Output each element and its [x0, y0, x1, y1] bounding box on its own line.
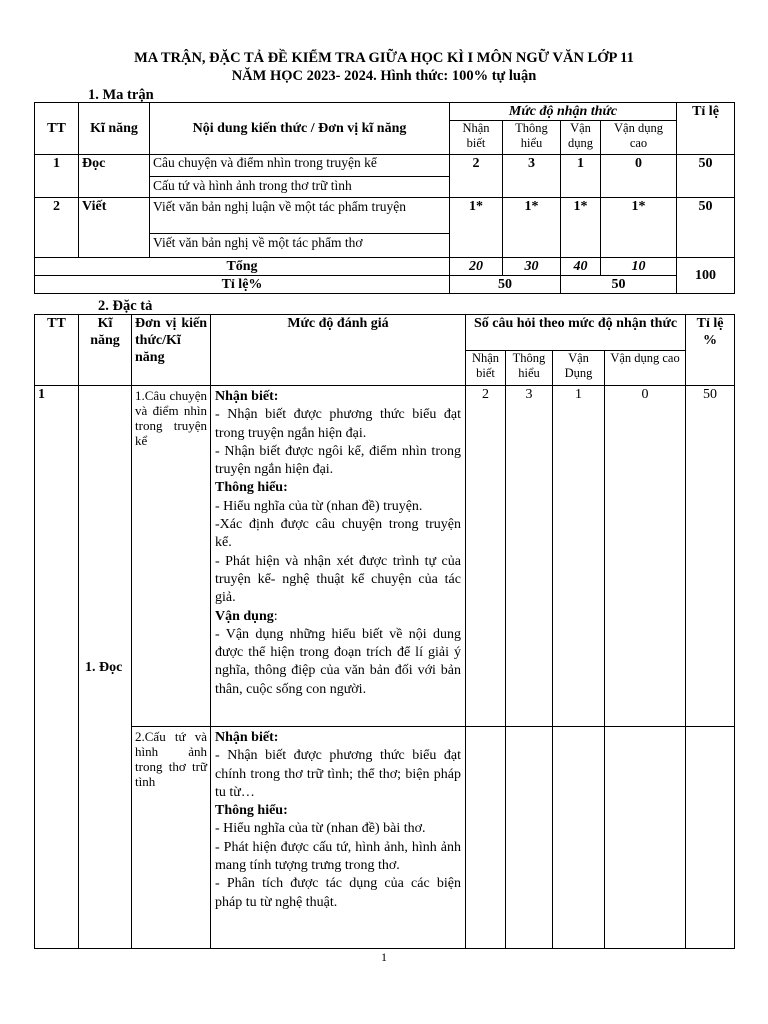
spec-unit-2-level-1 [466, 727, 506, 949]
unit-1-understand-title: Thông hiểu: [215, 480, 288, 496]
spec-row-tt: 1 [35, 386, 79, 949]
matrix-table [34, 102, 735, 294]
spec-row-skill: 1. Đọc [79, 386, 132, 949]
matrix-percent-right: 50 [561, 276, 677, 294]
matrix-row-2-level-3: 1* [561, 198, 601, 258]
unit-1-understand-3: - Phát hiện và nhận xét được trình tự của truyện kể- nghệ thuật kể chuyện của tác giả. [215, 553, 461, 606]
unit-1-apply-colon: : [273, 608, 278, 624]
unit-1-understand-1: - Hiểu nghĩa của từ (nhan đề) truyện. [215, 498, 423, 514]
unit-1-apply-heading [215, 608, 461, 626]
matrix-header-level: Mức độ nhận thức [450, 103, 677, 121]
matrix-row-1-level-3: 1 [561, 155, 601, 198]
matrix-header-content: Nội dung kiến thức / Đơn vị kĩ năng [150, 103, 450, 155]
matrix-row-1-level-2: 3 [503, 155, 561, 198]
spec-unit-2-ratio [686, 727, 735, 949]
title-line-1: MA TRẬN, ĐẶC TẢ ĐỀ KIỂM TRA GIỮA HỌC KÌ I MÔN NGỮ VĂN LỚP 11 [134, 50, 634, 66]
matrix-row-2-level-2: 1* [503, 198, 561, 258]
spec-unit-2-description [211, 727, 466, 949]
spec-table [34, 314, 735, 949]
matrix-total-ratio: 100 [677, 258, 735, 294]
matrix-row-1-unit-1: Câu chuyện và điểm nhìn trong truyện kể [150, 155, 450, 177]
unit-2-understand-title: Thông hiểu: [215, 803, 288, 819]
spec-unit-2-level-4 [605, 727, 686, 949]
unit-2-recognize-title: Nhận biết: [215, 730, 279, 745]
unit-1-recognize-1: - Nhận biết được phương thức biểu đạt trong truyện ngắn hiện đại. [215, 407, 461, 441]
matrix-percent-left: 50 [450, 276, 561, 294]
spec-header-ratio: Tỉ lệ % [686, 315, 735, 386]
matrix-header-ratio: Tỉ lệ [677, 103, 735, 155]
matrix-total-level-2: 30 [503, 258, 561, 276]
matrix-row-1-ratio: 50 [677, 155, 735, 198]
matrix-header-tt: TT [35, 103, 79, 155]
matrix-row-2-skill: Viết [79, 198, 150, 258]
spec-unit-2-level-2 [506, 727, 553, 949]
unit-2-recognize-1: - Nhận biết được phương thức biểu đạt chính trong thơ trữ tình; thể thơ; biện pháp tu từ… [215, 748, 461, 800]
section-1-heading: 1. Ma trận [88, 87, 154, 103]
spec-header-count: Số câu hỏi theo mức độ nhận thức [466, 315, 686, 351]
spec-unit-2-level-3 [553, 727, 605, 949]
spec-header-eval: Mức độ đánh giá [211, 315, 466, 386]
matrix-header-level-3: Vận dụng [561, 121, 601, 155]
matrix-row-1-level-4: 0 [601, 155, 677, 198]
unit-2-understand-1: - Hiểu nghĩa của từ (nhan đề) bài thơ. [215, 821, 426, 837]
matrix-total-level-1: 20 [450, 258, 503, 276]
unit-1-recognize-title: Nhận biết: [215, 389, 279, 404]
spec-header-level-4: Vận dụng cao [605, 351, 686, 386]
unit-1-understand-2: -Xác định được câu chuyện trong truyện kể. [215, 517, 461, 551]
matrix-row-1-skill: Đọc [79, 155, 150, 198]
unit-1-apply-title: Vận dụng [215, 608, 274, 624]
title-line-2: NĂM HỌC 2023- 2024. Hình thức: 100% tự luận [231, 68, 537, 84]
spec-unit-1-description [211, 386, 466, 727]
page-number: 1 [381, 950, 387, 964]
matrix-row-1-level-1: 2 [450, 155, 503, 198]
spec-header-level-1: Nhận biết [466, 351, 506, 386]
unit-1-apply-1: - Vận dụng những hiểu biết về nội dung được thể hiện trong đoạn trích để lí giải ý nghĩa, thông điệp của văn bản đối với bản thân, cuộc sống con người. [215, 626, 461, 697]
spec-header-unit: Đơn vị kiến thức/Kĩ năng [132, 315, 211, 386]
matrix-row-1-unit-2: Cấu tứ và hình ảnh trong thơ trữ tình [150, 177, 450, 198]
matrix-total-level-3: 40 [561, 258, 601, 276]
matrix-header-level-2: Thông hiểu [503, 121, 561, 155]
spec-header-level-2: Thông hiểu [506, 351, 553, 386]
matrix-total-level-4: 10 [601, 258, 677, 276]
spec-row-level-4: 0 [605, 386, 686, 727]
matrix-header-level-4: Vận dụng cao [601, 121, 677, 155]
spec-row-level-1: 2 [466, 386, 506, 727]
spec-header-skill: Kĩ năng [79, 315, 132, 386]
matrix-header-skill: Kĩ năng [79, 103, 150, 155]
matrix-row-2-ratio: 50 [677, 198, 735, 258]
spec-unit-1-name: 1.Câu chuyện và điểm nhìn trong truyện kể [132, 386, 211, 727]
matrix-header-level-1: Nhận biết [450, 121, 503, 155]
spec-row-ratio: 50 [686, 386, 735, 727]
spec-header-level-3: Vận Dụng [553, 351, 605, 386]
spec-header-tt: TT [35, 315, 79, 386]
matrix-percent-label: Tỉ lệ% [35, 276, 450, 294]
spec-unit-2-name: 2.Cấu tứ và hình ảnh trong thơ trữ tình [132, 727, 211, 949]
matrix-row-2-unit-1: Viết văn bản nghị luận về một tác phẩm truyện [150, 198, 450, 234]
spec-row-level-3: 1 [553, 386, 605, 727]
unit-2-understand-2: - Phát hiện được cấu tứ, hình ảnh, hình ảnh mang tính tượng trưng trong thơ. [215, 839, 461, 874]
matrix-row-1-tt: 1 [35, 155, 79, 198]
unit-2-understand-3: - Phân tích được tác dụng của các biện pháp tu từ nghệ thuật. [215, 876, 461, 910]
matrix-row-2-level-1: 1* [450, 198, 503, 258]
matrix-row-2-tt: 2 [35, 198, 79, 258]
spec-row-level-2: 3 [506, 386, 553, 727]
section-2-heading: 2. Đặc tả [98, 298, 153, 314]
matrix-total-label: Tổng [35, 258, 450, 276]
matrix-row-2-unit-2: Viết văn bản nghị về một tác phẩm thơ [150, 234, 450, 258]
unit-1-recognize-2: - Nhận biết được ngôi kể, điểm nhìn trong truyện ngắn hiện đại. [215, 443, 461, 478]
matrix-row-2-level-4: 1* [601, 198, 677, 258]
